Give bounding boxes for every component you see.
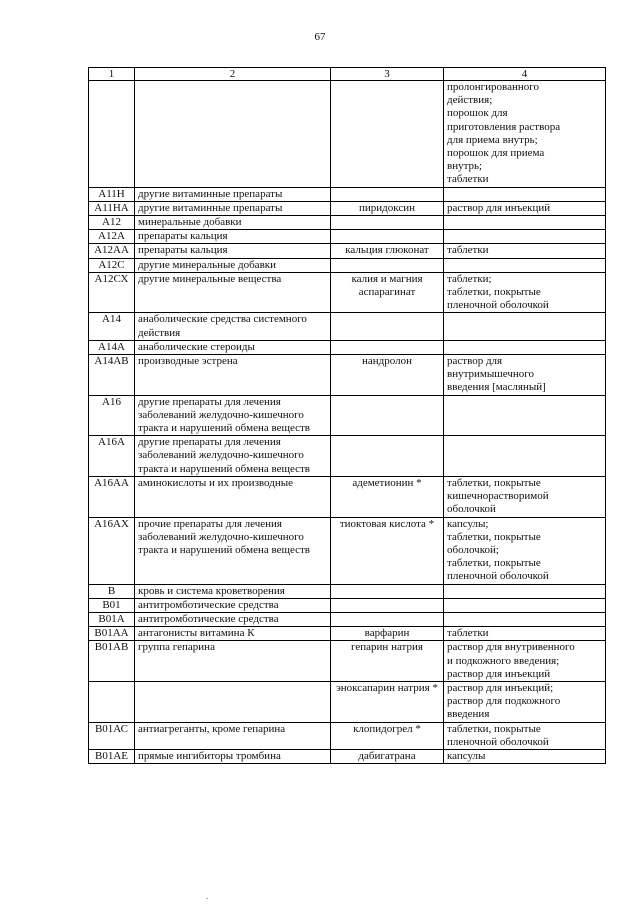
substance-cell: варфарин xyxy=(331,627,444,641)
dosage-forms-cell xyxy=(444,476,606,517)
dosage-form-line: таблетки xyxy=(447,173,489,186)
atc-code-cell: В01 xyxy=(89,598,135,612)
atc-code-cell: А16 xyxy=(89,395,135,436)
dosage-forms-cell xyxy=(444,517,606,584)
dosage-forms-cell xyxy=(444,722,606,749)
substance-cell xyxy=(331,584,444,598)
dosage-form-line: для приема внутрь; xyxy=(447,133,538,146)
group-name-cell: другие препараты для лечения заболеваний желудочно-кишечного тракта и нарушений обмена веществ xyxy=(135,395,331,436)
table-row xyxy=(89,395,606,436)
dosage-form-line: кишечнорастворимой xyxy=(447,490,549,503)
atc-code-cell xyxy=(89,81,135,188)
table-row xyxy=(89,436,606,477)
table-row xyxy=(89,313,606,340)
substance-cell xyxy=(331,395,444,436)
table-row xyxy=(89,272,606,313)
atc-code-cell: А16АХ xyxy=(89,517,135,584)
dosage-forms-cell xyxy=(444,584,606,598)
dosage-form-line: пленочной оболочкой xyxy=(447,570,549,583)
atc-code-cell: А12 xyxy=(89,216,135,230)
group-name-cell: анаболические стероиды xyxy=(135,340,331,354)
dosage-forms-cell xyxy=(444,627,606,641)
table-row xyxy=(89,201,606,215)
dosage-form-line: раствор для подкожного xyxy=(447,695,561,708)
atc-code-cell: А12СХ xyxy=(89,272,135,313)
substance-cell xyxy=(331,598,444,612)
table-row xyxy=(89,584,606,598)
table-row xyxy=(89,216,606,230)
dosage-form-line: таблетки, покрытые xyxy=(447,286,541,299)
substance-cell: кальция глюконат xyxy=(331,244,444,258)
group-name-cell: другие витаминные препараты xyxy=(135,187,331,201)
dosage-forms-cell xyxy=(444,355,606,396)
group-name-cell: антитромботические средства xyxy=(135,598,331,612)
atc-code-cell: А16АА xyxy=(89,476,135,517)
dosage-form-line: раствор для инъекций; xyxy=(447,681,554,694)
table-row xyxy=(89,340,606,354)
table-row xyxy=(89,722,606,749)
substance-cell xyxy=(331,258,444,272)
dosage-form-line: пленочной оболочкой xyxy=(447,299,549,312)
dosage-form-line: оболочкой xyxy=(447,503,496,516)
dosage-form-line: введения xyxy=(447,708,490,721)
dosage-form-line: таблетки xyxy=(447,627,489,640)
substance-cell: калия и магния аспарагинат xyxy=(331,272,444,313)
header-cell: 1 xyxy=(89,68,135,81)
substance-cell: нандролон xyxy=(331,355,444,396)
group-name-cell: другие минеральные добавки xyxy=(135,258,331,272)
atc-code-cell: В xyxy=(89,584,135,598)
dosage-forms-cell xyxy=(444,681,606,722)
dosage-forms-cell xyxy=(444,395,606,436)
dosage-form-line: действия; xyxy=(447,94,493,107)
dosage-form-line: внутрь; xyxy=(447,160,483,173)
dosage-form-line: порошок для xyxy=(447,107,508,120)
table-row xyxy=(89,598,606,612)
dosage-forms-cell xyxy=(444,201,606,215)
table-row xyxy=(89,749,606,763)
table-row xyxy=(89,681,606,722)
dosage-forms-cell xyxy=(444,81,606,188)
group-name-cell: антитромботические средства xyxy=(135,612,331,626)
substance-cell xyxy=(331,81,444,188)
table-row xyxy=(89,517,606,584)
table-row xyxy=(89,641,606,682)
page-number: 67 xyxy=(314,31,326,43)
atc-code-cell: А16А xyxy=(89,436,135,477)
dosage-forms-cell xyxy=(444,641,606,682)
dosage-form-line: таблетки, покрытые xyxy=(447,557,541,570)
substance-cell: тиоктовая кислота * xyxy=(331,517,444,584)
table-row xyxy=(89,476,606,517)
substance-cell: дабигатрана xyxy=(331,749,444,763)
dosage-form-line: внутримышечного xyxy=(447,368,534,381)
group-name-cell: препараты кальция xyxy=(135,244,331,258)
group-name-cell xyxy=(135,81,331,188)
atc-code-cell xyxy=(89,681,135,722)
table-row xyxy=(89,612,606,626)
atc-code-cell: А14А xyxy=(89,340,135,354)
substance-cell: эноксапарин натрия * xyxy=(331,681,444,722)
group-name-cell: аминокислоты и их производные xyxy=(135,476,331,517)
group-name-cell: кровь и система кроветворения xyxy=(135,584,331,598)
dosage-forms-cell xyxy=(444,340,606,354)
group-name-cell: прочие препараты для лечения заболеваний желудочно-кишечного тракта и нарушений обмена веществ xyxy=(135,517,331,584)
dosage-forms-cell xyxy=(444,313,606,340)
dosage-form-line: таблетки, покрытые xyxy=(447,530,541,543)
group-name-cell: анаболические средства системного действия xyxy=(135,313,331,340)
substance-cell: клопидогрел * xyxy=(331,722,444,749)
dosage-forms-cell xyxy=(444,598,606,612)
group-name-cell: другие витаминные препараты xyxy=(135,201,331,215)
group-name-cell xyxy=(135,681,331,722)
atc-code-cell: В01АС xyxy=(89,722,135,749)
group-name-cell: антиагреганты, кроме гепарина xyxy=(135,722,331,749)
atc-code-cell: А12АА xyxy=(89,244,135,258)
group-name-cell: группа гепарина xyxy=(135,641,331,682)
group-name-cell: другие препараты для лечения заболеваний желудочно-кишечного тракта и нарушений обмена веществ xyxy=(135,436,331,477)
dosage-form-line: пролонгированного xyxy=(447,81,539,93)
dosage-form-line: таблетки; xyxy=(447,272,492,285)
atc-code-cell: А12А xyxy=(89,230,135,244)
table-row xyxy=(89,187,606,201)
table-row xyxy=(89,244,606,258)
group-name-cell: прямые ингибиторы тромбина xyxy=(135,749,331,763)
dosage-form-line: оболочкой; xyxy=(447,543,499,556)
dosage-forms-cell xyxy=(444,187,606,201)
substance-cell xyxy=(331,187,444,201)
dosage-forms-cell xyxy=(444,612,606,626)
group-name-cell: производные эстрена xyxy=(135,355,331,396)
substance-cell: адеметионин * xyxy=(331,476,444,517)
group-name-cell: препараты кальция xyxy=(135,230,331,244)
substance-cell xyxy=(331,436,444,477)
group-name-cell: минеральные добавки xyxy=(135,216,331,230)
header-cell: 2 xyxy=(135,68,331,81)
header-cell: 4 xyxy=(444,68,606,81)
substance-cell xyxy=(331,313,444,340)
dosage-forms-cell xyxy=(444,258,606,272)
dosage-forms-cell xyxy=(444,436,606,477)
atc-code-cell: В01АЕ xyxy=(89,749,135,763)
table-row xyxy=(89,258,606,272)
dosage-form-line: таблетки xyxy=(447,244,489,257)
dosage-form-line: пленочной оболочкой xyxy=(447,735,549,748)
dosage-form-line: раствор для инъекций xyxy=(447,201,551,214)
atc-code-cell: А11НА xyxy=(89,201,135,215)
dosage-form-line: раствор для xyxy=(447,355,503,368)
dosage-form-line: порошок для приема xyxy=(447,147,545,160)
substance-cell xyxy=(331,612,444,626)
atc-code-cell: В01АВ xyxy=(89,641,135,682)
dosage-form-line: таблетки, покрытые xyxy=(447,722,541,735)
table-row xyxy=(89,627,606,641)
atc-code-cell: А12С xyxy=(89,258,135,272)
dosage-forms-cell xyxy=(444,230,606,244)
dosage-form-line: приготовления раствора xyxy=(447,120,561,133)
substance-cell xyxy=(331,216,444,230)
atc-code-cell: А11Н xyxy=(89,187,135,201)
dosage-form-line: капсулы; xyxy=(447,517,489,530)
atc-code-cell: А14 xyxy=(89,313,135,340)
table-row xyxy=(89,230,606,244)
dosage-form-line: раствор для внутривенного xyxy=(447,641,575,654)
header-cell: 3 xyxy=(331,68,444,81)
dosage-forms-cell xyxy=(444,272,606,313)
dosage-forms-cell xyxy=(444,216,606,230)
dosage-form-line: капсулы xyxy=(447,749,486,762)
group-name-cell: антагонисты витамина К xyxy=(135,627,331,641)
drug-table xyxy=(88,67,606,764)
table-row xyxy=(89,355,606,396)
header-row xyxy=(89,68,606,81)
dosage-forms-cell xyxy=(444,244,606,258)
dosage-form-line: раствор для инъекций xyxy=(447,667,551,680)
dosage-form-line: таблетки, покрытые xyxy=(447,476,541,489)
atc-code-cell: А14АВ xyxy=(89,355,135,396)
atc-code-cell: В01А xyxy=(89,612,135,626)
table-row xyxy=(89,81,606,188)
atc-code-cell: В01АА xyxy=(89,627,135,641)
substance-cell: гепарин натрия xyxy=(331,641,444,682)
group-name-cell: другие минеральные вещества xyxy=(135,272,331,313)
dosage-form-line: введения [масляный] xyxy=(447,381,546,394)
substance-cell xyxy=(331,230,444,244)
page-mark: . xyxy=(206,892,208,901)
dosage-forms-cell xyxy=(444,749,606,763)
substance-cell: пиридоксин xyxy=(331,201,444,215)
dosage-form-line: и подкожного введения; xyxy=(447,654,560,667)
substance-cell xyxy=(331,340,444,354)
